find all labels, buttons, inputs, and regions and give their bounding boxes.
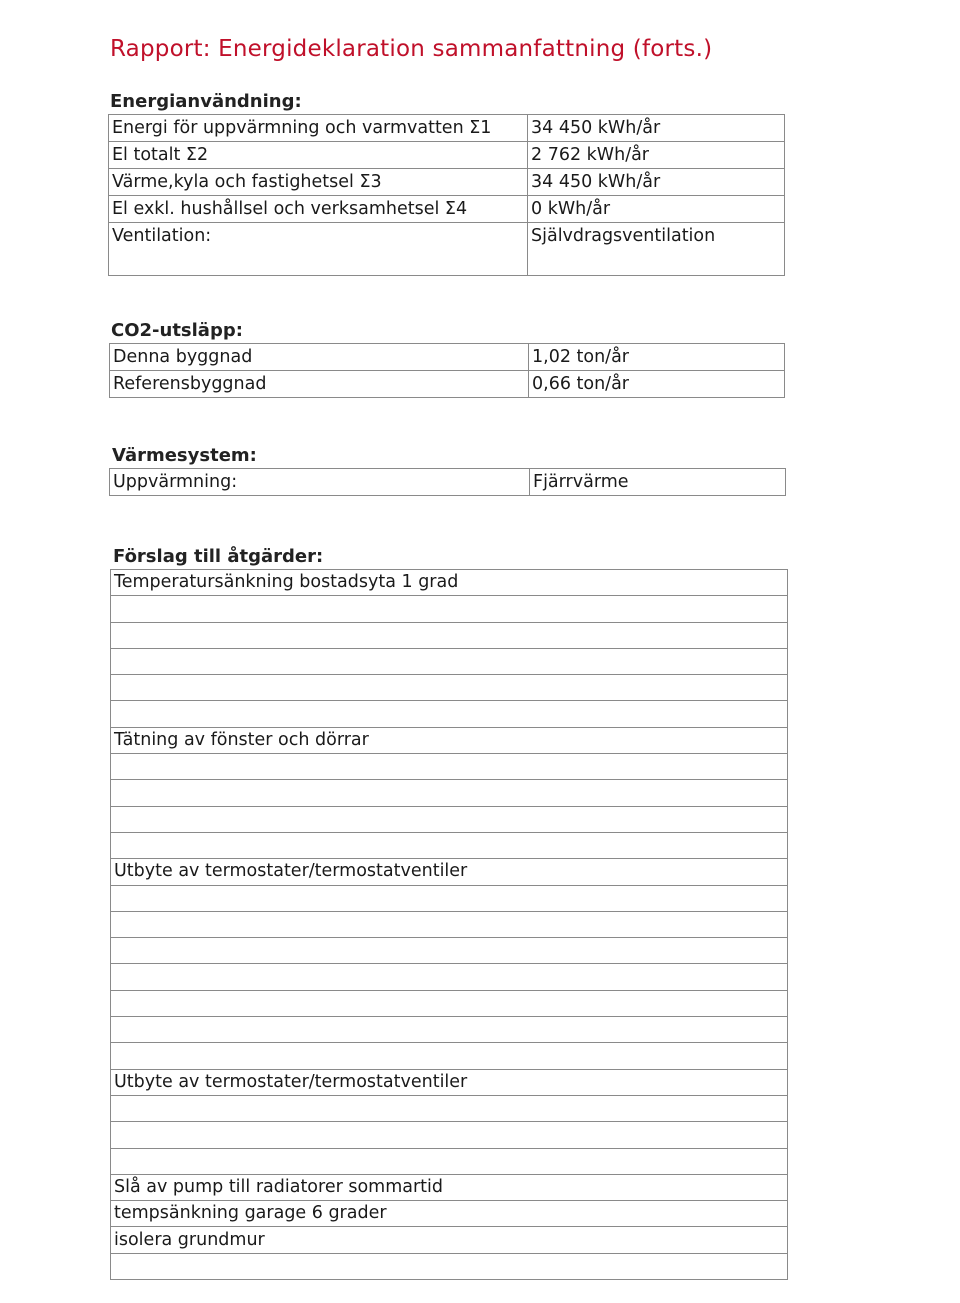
table-row	[111, 622, 788, 648]
co2-label: Denna byggnad	[110, 344, 529, 371]
measure-empty-line	[111, 675, 788, 701]
table-row	[109, 196, 785, 223]
measure-empty-line	[111, 885, 788, 911]
measure-item: isolera grundmur	[111, 1227, 788, 1253]
measure-empty-line	[111, 1122, 788, 1148]
table-row	[111, 911, 788, 937]
table-row	[111, 964, 788, 990]
table-row	[110, 344, 785, 371]
measure-empty-line	[111, 596, 788, 622]
table-row	[111, 885, 788, 911]
co2-value: 1,02 ton/år	[529, 344, 785, 371]
table-row	[111, 1095, 788, 1121]
heating-table	[109, 468, 786, 496]
table-row	[111, 727, 788, 753]
table-row	[111, 780, 788, 806]
table-row	[109, 142, 785, 169]
measure-empty-line	[111, 1148, 788, 1174]
table-row	[111, 990, 788, 1016]
table-row	[111, 1201, 788, 1227]
measure-item: Temperatursänkning bostadsyta 1 grad	[111, 570, 788, 596]
energy-label: El totalt Σ2	[109, 142, 528, 169]
measure-empty-line	[111, 780, 788, 806]
report-title: Rapport: Energideklaration sammanfattning (forts.)	[110, 36, 713, 62]
table-row	[111, 1017, 788, 1043]
table-row	[111, 832, 788, 858]
energy-table	[108, 114, 785, 276]
measure-item: Utbyte av termostater/termostatventiler	[111, 1069, 788, 1095]
table-row	[109, 169, 785, 196]
table-row	[111, 1122, 788, 1148]
measures-table	[110, 569, 788, 1280]
table-row	[109, 223, 785, 276]
measure-empty-line	[111, 911, 788, 937]
table-row	[110, 371, 785, 398]
energy-label: Energi för uppvärmning och varmvatten Σ1	[109, 115, 528, 142]
table-row	[111, 938, 788, 964]
measure-empty-line	[111, 964, 788, 990]
measure-empty-line	[111, 754, 788, 780]
measure-item: tempsänkning garage 6 grader	[111, 1201, 788, 1227]
energy-label: Värme,kyla och fastighetsel Σ3	[109, 169, 528, 196]
heating-value: Fjärrvärme	[530, 469, 786, 496]
energy-label: Ventilation:	[109, 223, 528, 276]
table-row	[110, 469, 786, 496]
energy-label: El exkl. hushållsel och verksamhetsel Σ4	[109, 196, 528, 223]
table-row	[111, 1069, 788, 1095]
table-row	[111, 596, 788, 622]
energy-value: Självdragsventilation	[528, 223, 785, 276]
table-row	[111, 806, 788, 832]
heating-label: Uppvärmning:	[110, 469, 530, 496]
table-row	[111, 570, 788, 596]
table-row	[111, 1227, 788, 1253]
table-row	[111, 1148, 788, 1174]
measure-empty-line	[111, 1095, 788, 1121]
measure-empty-line	[111, 806, 788, 832]
table-row	[111, 754, 788, 780]
table-row	[111, 1253, 788, 1279]
table-row	[111, 1043, 788, 1069]
measure-empty-line	[111, 990, 788, 1016]
measure-item: Slå av pump till radiatorer sommartid	[111, 1174, 788, 1200]
measure-item: Tätning av fönster och dörrar	[111, 727, 788, 753]
energy-heading: Energianvändning:	[110, 91, 302, 112]
table-row	[109, 115, 785, 142]
co2-label: Referensbyggnad	[110, 371, 529, 398]
measure-empty-line	[111, 1043, 788, 1069]
co2-value: 0,66 ton/år	[529, 371, 785, 398]
table-row	[111, 648, 788, 674]
table-row	[111, 1174, 788, 1200]
co2-heading: CO2-utsläpp:	[111, 320, 243, 341]
energy-value: 2 762 kWh/år	[528, 142, 785, 169]
measure-empty-line	[111, 1017, 788, 1043]
measure-empty-line	[111, 648, 788, 674]
measures-heading: Förslag till åtgärder:	[113, 546, 324, 567]
table-row	[111, 675, 788, 701]
measure-empty-line	[111, 622, 788, 648]
measure-empty-line	[111, 832, 788, 858]
measure-empty-line	[111, 701, 788, 727]
energy-value: 34 450 kWh/år	[528, 115, 785, 142]
table-row	[111, 859, 788, 885]
measure-empty-line	[111, 1253, 788, 1279]
energy-value: 0 kWh/år	[528, 196, 785, 223]
heating-heading: Värmesystem:	[112, 445, 257, 466]
measure-empty-line	[111, 938, 788, 964]
table-row	[111, 701, 788, 727]
measure-item: Utbyte av termostater/termostatventiler	[111, 859, 788, 885]
co2-table	[109, 343, 785, 398]
energy-value: 34 450 kWh/år	[528, 169, 785, 196]
